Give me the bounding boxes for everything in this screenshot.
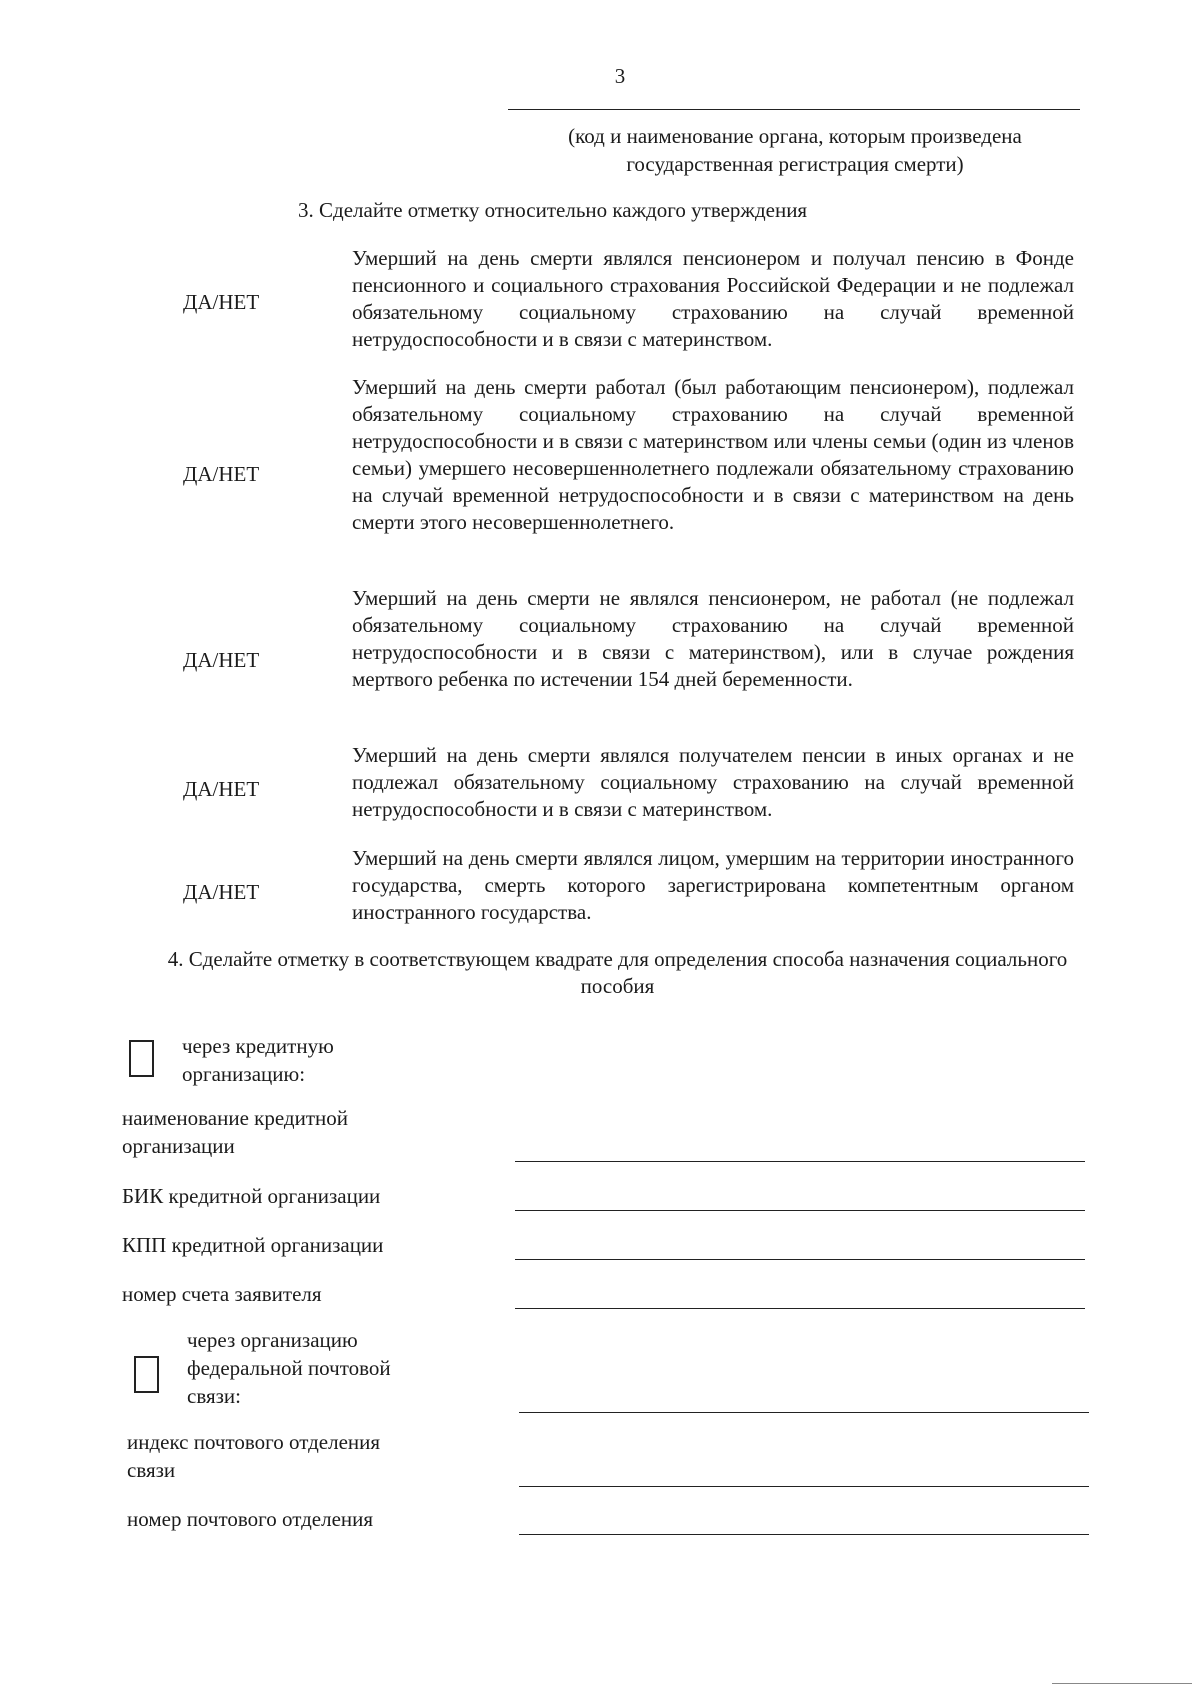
statement-4-text: Умерший на день смерти являлся получателем пенсии в иных органах и не подлежал обязательному социальному страхованию на случай временной нетрудоспособности и в связи с материнством. — [352, 743, 1074, 821]
yes-no-mark-5[interactable]: ДА/НЕТ — [183, 880, 260, 904]
yes-no-mark-4[interactable]: ДА/НЕТ — [183, 777, 260, 801]
post-office-number-field[interactable] — [519, 1534, 1089, 1535]
account-number-field[interactable] — [515, 1308, 1085, 1309]
yes-no-mark-2[interactable]: ДА/НЕТ — [183, 462, 260, 486]
kpp-label: КПП кредитной организации — [122, 1233, 384, 1257]
page-bottom-rule — [1052, 1683, 1192, 1684]
statement-3-text: Умерший на день смерти не являлся пенсионером, не работал (не подлежал обязательному социальному страхованию на случай временной нетрудоспособности и в связи с материнством), или в случае рождения мертвого ребенка по истечении 154 дней беременности. — [352, 586, 1074, 691]
yes-no-mark-1[interactable]: ДА/НЕТ — [183, 290, 260, 314]
post-office-number-label: номер почтового отделения — [127, 1507, 374, 1531]
registration-authority-field-line — [508, 109, 1080, 110]
bank-name-field[interactable] — [515, 1161, 1085, 1162]
page-number: 3 — [614, 64, 626, 88]
statement-5-text: Умерший на день смерти являлся лицом, умершим на территории иностранного государства, смерть которого зарегистрирована компетентным органом иностранного государства. — [352, 846, 1074, 924]
post-index-field[interactable] — [519, 1486, 1089, 1487]
bik-field[interactable] — [515, 1210, 1085, 1211]
section-4-heading: 4. Сделайте отметку в соответствующем квадрате для определения способа назначения социального пособия — [167, 947, 1068, 998]
statement-1-text: Умерший на день смерти являлся пенсионером и получал пенсию в Фонде пенсионного и социального страхования Российской Федерации и не подлежал обязательному социальному страхованию на случай временной нетрудоспособности и в связи с материнством. — [352, 246, 1074, 351]
post-index-label: индекс почтового отделения связи — [127, 1430, 381, 1482]
yes-no-mark-3[interactable]: ДА/НЕТ — [183, 648, 260, 672]
bank-option-checkbox[interactable] — [129, 1040, 154, 1077]
post-option-checkbox[interactable] — [134, 1356, 159, 1393]
statement-2-text: Умерший на день смерти работал (был работающим пенсионером), подлежал обязательному социальному страхованию на случай временной нетрудоспособности и в связи с материнством или члены семьи (один из членов семьи) умершего несовершеннолетнего подлежали обязательному страхованию на случай временной нетрудоспособности и в связи с материнством на день смерти этого несовершеннолетнего. — [352, 375, 1074, 534]
bik-label: БИК кредитной организации — [122, 1184, 381, 1208]
kpp-field[interactable] — [515, 1259, 1085, 1260]
section-3-heading: 3. Сделайте отметку относительно каждого утверждения — [298, 198, 808, 222]
registration-authority-caption: (код и наименование органа, которым произведена государственная регистрация смерти) — [568, 124, 1022, 176]
bank-option-label: через кредитную организацию: — [182, 1034, 334, 1086]
account-number-label: номер счета заявителя — [122, 1282, 322, 1306]
post-option-field[interactable] — [519, 1412, 1089, 1413]
post-option-label: через организацию федеральной почтовой связи: — [187, 1328, 391, 1408]
bank-name-label: наименование кредитной организации — [122, 1106, 348, 1158]
